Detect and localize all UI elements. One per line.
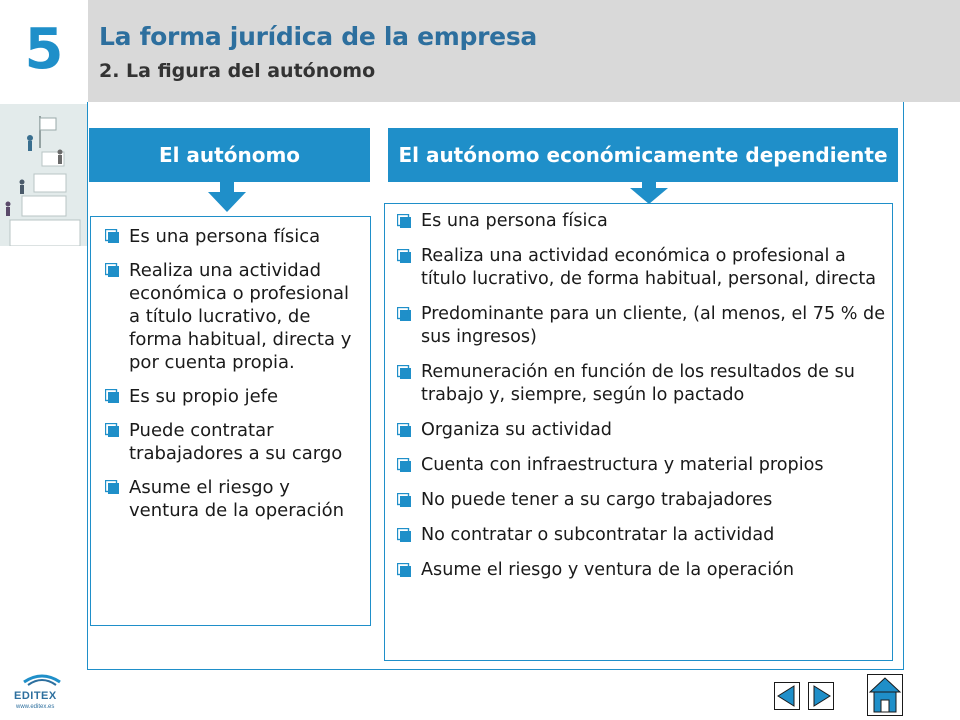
list-item-text: Asume el riesgo y ventura de la operación — [129, 477, 344, 521]
checkbox-bullet-icon — [397, 528, 411, 542]
brand-logo-text: EDITEX — [14, 690, 57, 702]
list-item-text: Es una persona física — [129, 226, 321, 247]
header-bar — [0, 0, 960, 102]
autonomo-dependiente-list-box — [384, 203, 893, 661]
checkbox-bullet-icon — [105, 389, 119, 403]
list-item — [395, 303, 886, 349]
list-item-text: Asume el riesgo y ventura de la operación — [421, 560, 794, 580]
list-item-text: Remuneración en función de los resultados de su trabajo y, siempre, según lo pactado — [421, 362, 855, 405]
people-buildings-illustration — [0, 104, 88, 246]
list-item-text: Cuenta con infraestructura y material propios — [421, 455, 824, 475]
autonomo-list — [103, 225, 364, 522]
list-item-text: No puede tener a su cargo trabajadores — [421, 490, 773, 510]
list-item-text: Realiza una actividad económica o profesional a título lucrativo, de forma habitual, personal, directa — [421, 246, 877, 289]
list-item — [395, 361, 886, 407]
tab-autonomo-dependiente: El autónomo económicamente dependiente — [388, 128, 898, 182]
checkbox-bullet-icon — [105, 423, 119, 437]
checkbox-bullet-icon — [397, 307, 411, 321]
list-item — [103, 419, 364, 465]
list-item — [395, 245, 886, 291]
autonomo-list-box — [90, 216, 371, 626]
checkbox-bullet-icon — [397, 563, 411, 577]
checkbox-bullet-icon — [105, 263, 119, 277]
list-item — [103, 225, 364, 248]
checkbox-bullet-icon — [397, 249, 411, 263]
list-item-text: Realiza una actividad económica o profesional a título lucrativo, de forma habitual, directa y por cuenta propia. — [129, 260, 352, 373]
checkbox-bullet-icon — [105, 480, 119, 494]
brand-url: www.editex.es — [16, 704, 55, 710]
list-item — [395, 454, 886, 477]
checkbox-bullet-icon — [397, 493, 411, 507]
list-item-text: No contratar o subcontratar la actividad — [421, 525, 775, 545]
list-item — [103, 259, 364, 374]
home-button[interactable] — [867, 674, 903, 716]
header-left-panel — [0, 0, 88, 102]
checkbox-bullet-icon — [105, 229, 119, 243]
page-subtitle: 2. La figura del autónomo — [99, 60, 376, 82]
list-item — [395, 419, 886, 442]
chapter-number: 5 — [24, 17, 64, 82]
next-slide-button[interactable] — [808, 682, 834, 710]
autonomo-dependiente-list — [395, 210, 886, 582]
list-item-text: Es una persona física — [421, 211, 608, 231]
previous-slide-button[interactable] — [774, 682, 800, 710]
list-item-text: Organiza su actividad — [421, 420, 612, 440]
side-illustration — [0, 104, 88, 246]
down-arrow-icon — [630, 180, 668, 204]
list-item-text: Puede contratar trabajadores a su cargo — [129, 420, 343, 464]
editex-logo-icon — [18, 668, 66, 688]
list-item — [395, 489, 886, 512]
checkbox-bullet-icon — [397, 458, 411, 472]
checkbox-bullet-icon — [397, 214, 411, 228]
list-item-text: Predominante para un cliente, (al menos, el 75 % de sus ingresos) — [421, 304, 886, 347]
list-item — [395, 559, 886, 582]
list-item — [395, 524, 886, 547]
list-item — [103, 385, 364, 408]
list-item — [395, 210, 886, 233]
checkbox-bullet-icon — [397, 365, 411, 379]
list-item — [103, 476, 364, 522]
page-title: La forma jurídica de la empresa — [99, 22, 537, 51]
list-item-text: Es su propio jefe — [129, 386, 279, 407]
tab-autonomo: El autónomo — [89, 128, 370, 182]
down-arrow-icon — [208, 180, 246, 212]
checkbox-bullet-icon — [397, 423, 411, 437]
